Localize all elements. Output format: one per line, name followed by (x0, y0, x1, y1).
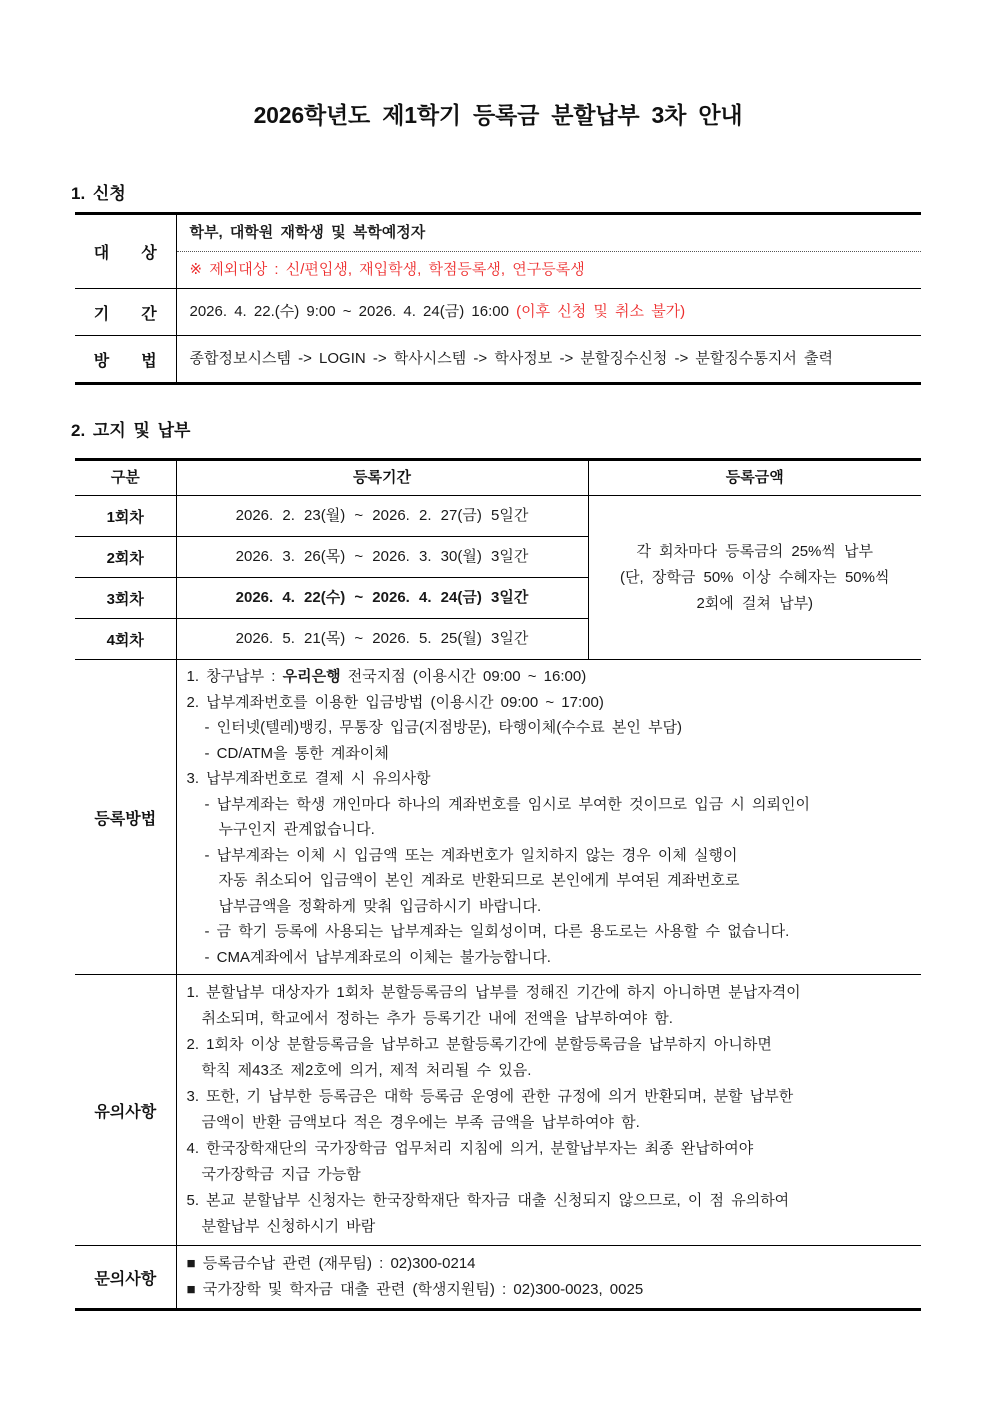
cautions-content (176, 975, 921, 1246)
text-line (187, 919, 912, 945)
period-cell: 2026. 4. 22(수) ~ 2026. 4. 24(금) 3일간 (176, 578, 588, 619)
round-label: 1회차 (75, 496, 176, 537)
page-title: 2026학년도 제1학기 등록금 분할납부 3차 안내 (253, 102, 743, 128)
text-segment: 국가장학금 지급 가능함 (201, 1166, 361, 1183)
text-segment: 3. 납부계좌번호로 결제 시 유의사항 (186, 770, 431, 787)
text-line (187, 792, 912, 818)
text-segment: 자동 취소되어 입금액이 본인 계좌로 반환되므로 본인에게 부여된 계좌번호로 (218, 872, 740, 889)
text-segment: 전국지점 (이용시간 09:00 ~ 16:00) (340, 668, 587, 685)
text-segment: - 금 학기 등록에 사용되는 납부계좌는 일회성이며, 다른 용도로는 사용할 수 없습니다. (204, 923, 790, 940)
text-line (187, 1277, 912, 1303)
text-segment: ■ 등록금수납 관련 (재무팀) : 02)300-0214 (186, 1255, 476, 1272)
section-heading-apply: 1. 신청 (71, 184, 126, 203)
apply-target-text: 학부, 대학원 재학생 및 복학예정자 (176, 214, 921, 252)
payment-table (75, 458, 921, 1311)
method-label: 등록방법 (75, 660, 176, 975)
round-label: 2회차 (75, 537, 176, 578)
text-line (187, 715, 912, 741)
period-cell: 2026. 3. 26(목) ~ 2026. 3. 30(월) 3일간 (176, 537, 588, 578)
text-line (187, 894, 912, 920)
apply-period-label: 기 간 (75, 289, 176, 336)
text-line (187, 664, 912, 690)
apply-target-label: 대 상 (75, 214, 176, 289)
text-segment: - 납부계좌는 학생 개인마다 하나의 계좌번호를 임시로 부여한 것이므로 입금 시 의뢰인이 (204, 795, 810, 813)
text-line (187, 1162, 912, 1188)
section-heading-notice: 2. 고지 및 납부 (71, 421, 191, 440)
text-segment: ■ 국가장학 및 학자금 대출 관련 (학생지원팀) : 02)300-0023, 0025 (186, 1281, 644, 1298)
text-segment: 학칙 제43조 제2호에 의거, 제적 처리될 수 있음. (201, 1062, 532, 1079)
text-segment: 5. 본교 분할납부 신청자는 한국장학재단 학자금 대출 신청되지 않으므로, 이 점 유의하여 (186, 1192, 790, 1209)
text-line (187, 1251, 912, 1277)
text-segment: 누구인지 관계없습니다. (218, 821, 375, 838)
apply-how-text: 종합정보시스템 -> LOGIN -> 학사시스템 -> 학사정보 -> 분할징수신청 -> 분할징수통지서 출력 (189, 350, 833, 367)
text-line (187, 766, 912, 792)
text-segment: 4. 한국장학재단의 국가장학금 업무처리 지침에 의거, 분할납부자는 최종 완납하여야 (186, 1140, 754, 1157)
text-line (187, 741, 912, 767)
text-segment: 3. 또한, 기 납부한 등록금은 대학 등록금 운영에 관한 규정에 의거 반환되며, 분할 납부한 (186, 1088, 794, 1105)
text-segment: 1. 창구납부 : (186, 668, 283, 685)
text-line (187, 690, 912, 716)
text-line (187, 1032, 912, 1058)
text-segment: 금액이 반환 금액보다 적은 경우에는 부족 금액을 납부하여야 함. (201, 1114, 640, 1131)
round-label: 3회차 (75, 578, 176, 619)
col-header-period: 등록기간 (176, 460, 588, 496)
amount-cell (588, 496, 921, 660)
apply-how-label: 방 법 (75, 336, 176, 384)
text-line (187, 843, 912, 869)
text-segment: 납부금액을 정확하게 맞춰 입금하시기 바랍니다. (218, 897, 542, 915)
text-segment: 2. 납부계좌번호를 이용한 입금방법 (이용시간 09:00 ~ 17:00) (186, 693, 604, 711)
apply-period-dates: 2026. 4. 22.(수) 9:00 ~ 2026. 4. 24(금) 16:00 (189, 303, 517, 320)
text-line (187, 1006, 912, 1032)
period-cell: 2026. 2. 23(월) ~ 2026. 2. 27(금) 5일간 (176, 496, 588, 537)
text-line (187, 1084, 912, 1110)
text-line (187, 980, 912, 1006)
text-segment: 분할납부 신청하시기 바람 (201, 1218, 376, 1235)
amount-line: 2회에 걸쳐 납부) (696, 594, 814, 612)
contact-label: 문의사항 (75, 1246, 176, 1310)
text-line (187, 1214, 912, 1240)
apply-period-text (176, 289, 921, 336)
amount-line: 각 회차마다 등록금의 25%씩 납부 (636, 542, 874, 560)
text-segment: 2. 1회차 이상 분할등록금을 납부하고 분할등록기간에 분할등록금을 납부하지 아니하면 (186, 1036, 772, 1053)
text-line (187, 817, 912, 843)
text-segment: 1. 분할납부 대상자가 1회차 분할등록금의 납부를 정해진 기간에 하지 아니하면 분납자격이 (186, 984, 801, 1001)
text-segment: 취소되며, 학교에서 정하는 추가 등록기간 내에 전액을 납부하여야 함. (201, 1010, 673, 1027)
text-segment: - CMA계좌에서 납부계좌로의 이체는 불가능합니다. (204, 948, 551, 966)
apply-table (75, 212, 921, 385)
amount-line: (단, 장학금 50% 이상 수혜자는 50%씩 (620, 568, 890, 586)
emphasized-text: 우리은행 (282, 668, 341, 685)
text-line (187, 1058, 912, 1084)
col-header-round: 구분 (75, 460, 176, 496)
method-content (176, 660, 921, 975)
text-segment: - 납부계좌는 이체 시 입금액 또는 계좌번호가 일치하지 않는 경우 이체 실행이 (204, 846, 738, 864)
schedule-rows (75, 496, 921, 660)
period-cell: 2026. 5. 21(목) ~ 2026. 5. 25(월) 3일간 (176, 619, 588, 660)
text-segment: - CD/ATM을 통한 계좌이체 (204, 744, 389, 762)
text-line (187, 1188, 912, 1214)
text-line (187, 868, 912, 894)
apply-target-exclusions: ※ 제외대상 : 신/편입생, 재입학생, 학점등록생, 연구등록생 (189, 261, 585, 278)
contact-content (176, 1246, 921, 1310)
text-segment: - 인터넷(텔레)뱅킹, 무통장 입금(지점방문), 타행이체(수수료 본인 부담) (204, 719, 683, 736)
round-label: 4회차 (75, 619, 176, 660)
schedule-row (75, 496, 921, 537)
apply-period-note: (이후 신청 및 취소 불가) (516, 303, 686, 320)
text-line (187, 1136, 912, 1162)
text-line (187, 945, 912, 971)
col-header-amount: 등록금액 (588, 460, 921, 496)
text-line (187, 1110, 912, 1136)
cautions-label: 유의사항 (75, 975, 176, 1246)
